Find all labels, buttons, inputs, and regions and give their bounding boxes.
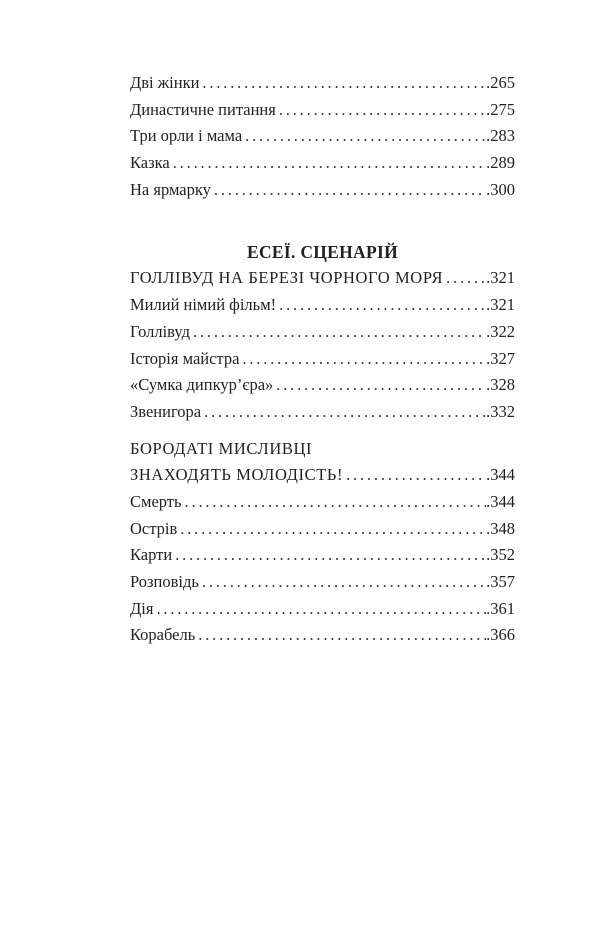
toc-entry[interactable] (130, 596, 515, 623)
toc-entry[interactable] (130, 346, 515, 373)
toc-entry[interactable] (130, 489, 515, 516)
dot-leader (198, 622, 486, 649)
toc-entry-title: Дія (130, 598, 154, 618)
toc-entry[interactable] (130, 319, 515, 346)
toc-entry[interactable] (130, 123, 515, 150)
dot-leader (245, 123, 486, 150)
toc-entry-title: Звенигора (130, 401, 202, 421)
toc-entry-title: Голлівуд (130, 321, 191, 341)
toc-entry[interactable] (130, 97, 515, 124)
dot-leader (156, 596, 486, 623)
dot-leader (175, 542, 486, 569)
toc-entry-page: .352 (486, 545, 515, 565)
toc-entry-title: Розповідь (130, 572, 199, 591)
toc-entry-title: Казка (130, 153, 170, 173)
toc-part-entry[interactable] (130, 436, 515, 489)
toc-entry-page: .300 (486, 179, 515, 199)
toc-entry[interactable] (130, 569, 515, 596)
toc-group-stories (130, 70, 515, 203)
toc-part-title-line1: БОРОДАТІ МИСЛИВЦІ (130, 438, 313, 458)
toc-entry-title: Смерть (130, 491, 182, 511)
toc-entry[interactable] (130, 150, 515, 177)
toc-entry[interactable] (130, 372, 515, 399)
dot-leader (180, 516, 486, 543)
toc-entry-page: .327 (486, 348, 515, 368)
toc-entry-title: На ярмарку (130, 179, 211, 199)
toc-entry-page: .265 (486, 73, 515, 92)
dot-leader (193, 319, 486, 346)
toc-entry-page: .357 (486, 572, 515, 591)
dot-leader (202, 569, 486, 596)
dot-leader (346, 462, 486, 489)
toc-entry-title: Дві жінки (130, 73, 200, 92)
toc-entry-page: .275 (486, 99, 515, 119)
toc-part-title-line2: ЗНАХОДЯТЬ МОЛОДІСТЬ! (130, 465, 344, 485)
spacer (130, 426, 515, 436)
dot-leader (173, 150, 486, 177)
toc-entry-title: Милий німий фільм! (130, 295, 277, 315)
toc-entry-title: Корабель (130, 625, 196, 645)
toc-entry-page: .322 (486, 321, 515, 341)
toc-entry-page: .321 (486, 295, 515, 315)
toc-entry-page: .321 (486, 268, 515, 288)
toc-entry-title: «Сумка дипкур’єра» (130, 375, 274, 395)
toc-entry-title: Історія майстра (130, 348, 240, 368)
dot-leader (276, 372, 486, 399)
toc-entry-page: .328 (486, 375, 515, 395)
toc-entry-page: .344 (486, 465, 515, 485)
toc-entry-page: .344 (486, 491, 515, 511)
toc-entry-page: .361 (486, 598, 515, 618)
toc-entry[interactable] (130, 177, 515, 204)
toc-entry-page: .289 (486, 153, 515, 173)
toc-entry-title: Три орли і мама (130, 126, 243, 146)
toc-entry-page: .332 (486, 401, 515, 421)
dot-leader (214, 177, 486, 204)
spacer (130, 203, 515, 239)
dot-leader (279, 97, 486, 124)
section-heading: ЕСЕЇ. СЦЕНАРІЙ (246, 242, 399, 263)
dot-leader (242, 346, 486, 373)
toc-entry[interactable] (130, 292, 515, 319)
toc-entry[interactable] (130, 70, 515, 97)
dot-leader (279, 292, 486, 319)
toc-part-entry[interactable] (130, 265, 515, 292)
dot-leader (204, 399, 486, 426)
toc-entry-title: Династичне питання (130, 99, 276, 119)
toc-entry-page: .283 (486, 126, 515, 146)
toc-entry[interactable] (130, 516, 515, 543)
dot-leader (185, 489, 487, 516)
dot-leader (446, 265, 486, 292)
toc-entry[interactable] (130, 622, 515, 649)
toc-entry-title: Карти (130, 545, 173, 565)
toc-entry[interactable] (130, 542, 515, 569)
toc-group-bearded-hunters (130, 436, 515, 650)
toc-entry-title: Острів (130, 518, 178, 538)
toc-entry-page: .348 (486, 518, 515, 538)
dot-leader (202, 70, 486, 97)
toc-entry[interactable] (130, 399, 515, 426)
toc-part-title: ГОЛЛІВУД НА БЕРЕЗІ ЧОРНОГО МОРЯ (130, 268, 444, 288)
toc-group-hollywood (130, 265, 515, 425)
table-of-contents (130, 70, 515, 649)
toc-entry-page: .366 (486, 625, 515, 645)
